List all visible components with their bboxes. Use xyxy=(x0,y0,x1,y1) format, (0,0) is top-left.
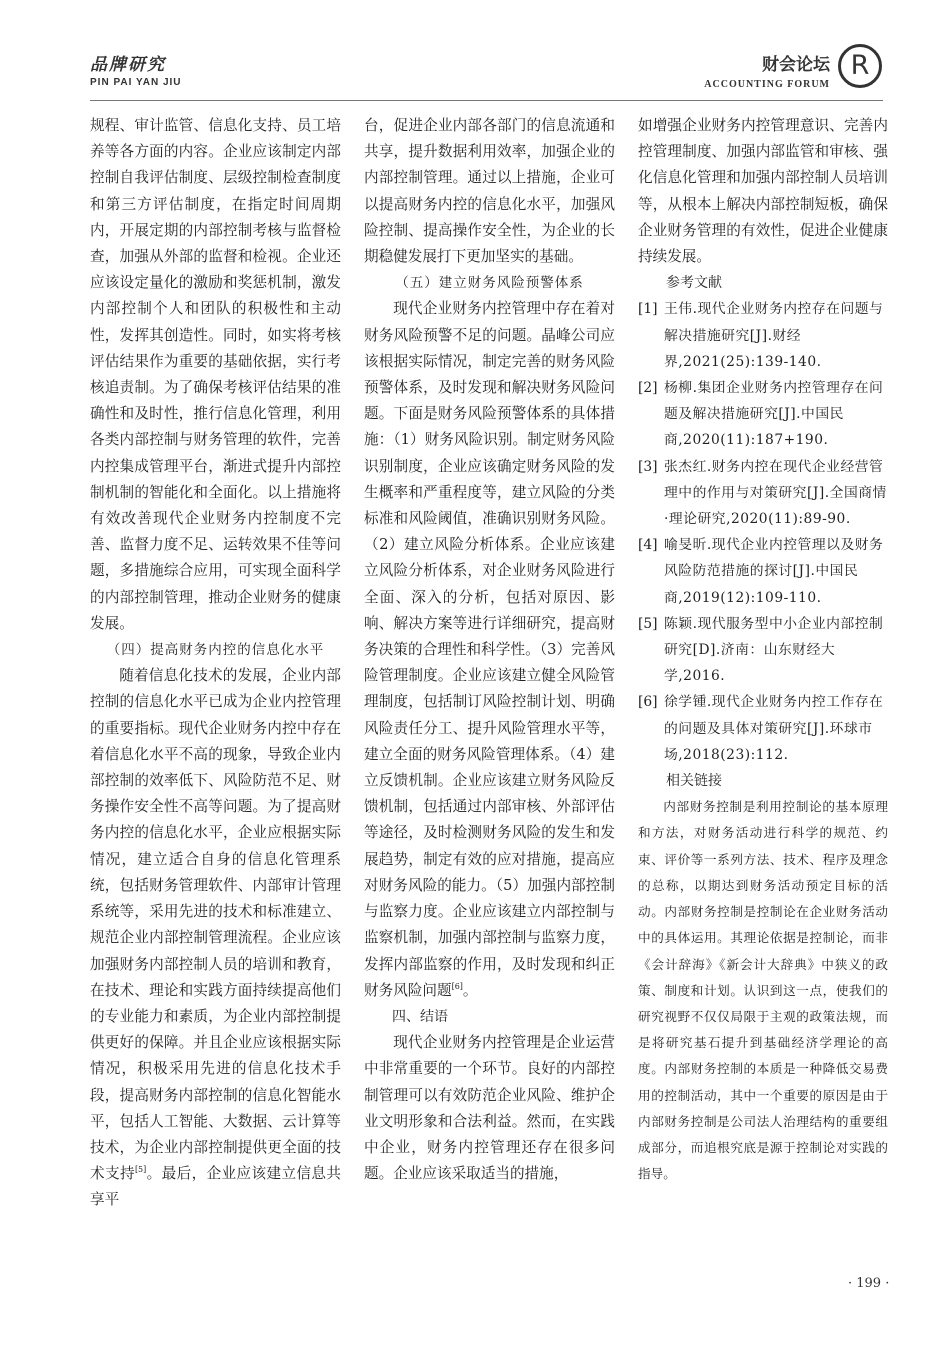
related-links-note: 内部财务控制是利用控制论的基本原理和方法，对财务活动进行科学的规范、约束、评价等一系列方法、技术、程序及理念的总称，以期达到财务活动预定目标的活动。内部财务控制是控制论在企业财务活动中的具体运用。其理论依据是控制论，而非《会计辞海》《新会计大辞典》中狭义的政策、制度和计划。认识到这一点，使我们的研究视野不仅仅局限于主观的政策法规，而是将研究基石提升到基础经济学理论的高度。内部财务控制的本质是一种降低交易费用的控制活动，其中一个重要的原因是由于内部财务控制是公司法人治理结构的重要组成部分，而追根究底是源于控制论对实践的指导。 xyxy=(638,799,888,1182)
reference-text: 喻旻昕.现代企业内控管理以及财务风险防范措施的探讨[J].中国民商,2019(12):109-110. xyxy=(664,537,884,606)
header-divider xyxy=(90,100,883,101)
brand-title-en: PIN PAI YAN JIU xyxy=(90,77,182,88)
registered-mark-icon: R xyxy=(838,44,882,88)
reference-item xyxy=(638,296,888,375)
reference-number: [1] xyxy=(638,301,658,318)
reference-text: 王伟.现代企业财务内控存在问题与解决措施研究[J].财经界,2021(25):139-140. xyxy=(664,301,884,370)
subsection-heading: （五）建立财务风险预警体系 xyxy=(395,275,584,292)
paragraph xyxy=(90,663,341,1213)
paragraph: 台，促进企业内部各部门的信息流通和共享，提升数据利用效率，加强企业的内部控制管理。通过以上措施，企业可以提高财务内控的信息化水平，加强风险控制、提高操作安全性，为企业的长期稳健发展打下更加坚实的基础。 xyxy=(364,117,615,266)
paragraph: 现代企业财务内控管理是企业运营中非常重要的一个环节。良好的内部控制管理可以有效防范企业风险、维护企业文明形象和合法利益。然而，在实践中企业，财务内控管理还存在很多问题。企业应该采取适当的措施， xyxy=(364,1034,615,1183)
section-heading: 四、结语 xyxy=(392,1008,448,1025)
reference-number: [5] xyxy=(638,615,658,632)
reference-item xyxy=(638,375,888,454)
paragraph-text: 现代企业财务内控管理中存在着对财务风险预警不足的问题。晶峰公司应该根据实际情况，制定完善的财务风险预警体系，及时发现和解决财务风险问题。下面是财务风险预警体系的具体措施：（1）财务风险识别。制定财务风险识别制度，企业应该确定财务风险的发生概率和严重程度等，建立风险的分类标准和风险阈值，准确识别财务风险。（2）建立风险分析体系。企业应该建立风险分析体系，对企业财务风险进行全面、深入的分析，包括对原因、影响、解决方案等进行详细研究，提高财务决策的合理性和科学性。（3）完善风险管理制度。企业应该建立健全风险管理制度，包括制订风险控制计划、明确风险责任分工、提升风险管理水平等，建立全面的财务风险管理体系。（4）建立反馈机制。企业应该建立财务风险反馈机制，包括通过内部审核、外部评估等途径，及时检测财务风险的发生和发展趋势，制定有效的应对措施，提高应对财务风险的能力。（5）加强内部控制与监察力度。企业应该建立内部控制与监察机制，加强内部控制与监察力度，发挥内部监察的作用，及时发现和纠正财务风险问题 xyxy=(364,300,615,999)
reference-text: 张杰红.财务内控在现代企业经营管理中的作用与对策研究[J].全国商情·理论研究,2020(11):89-90. xyxy=(664,458,887,528)
column-1 xyxy=(90,113,341,1214)
section-header xyxy=(704,50,830,90)
reference-number: [3] xyxy=(638,458,658,475)
reference-number: [4] xyxy=(638,537,658,554)
reference-text: 杨柳.集团企业财务内控管理存在问题及解决措施研究[J].中国民商,2020(11):187+190. xyxy=(664,380,884,449)
column-3 xyxy=(638,113,888,1187)
section-title-cn: 财会论坛 xyxy=(762,55,830,75)
references-heading: 参考文献 xyxy=(666,275,722,292)
reference-item xyxy=(638,611,888,690)
reference-text: 陈颖.现代服务型中小企业内部控制研究[D].济南：山东财经大学,2016. xyxy=(664,615,884,685)
column-2 xyxy=(364,113,615,1187)
brand-title-cn: 品牌研究 xyxy=(90,55,166,75)
paragraph-text: 随着信息化技术的发展，企业内部控制的信息化水平已成为企业内控管理的重要指标。现代企业财务内控中存在着信息化水平不高的现象，导致企业内部控制的效率低下、风险防范不足、财务操作安全性不高等问题。为了提高财务内控的信息化水平，企业应根据实际情况，建立适合自身的信息化管理系统，包括财务管理软件、内部审计管理系统等，采用先进的技术和标准建立、规范企业内部控制管理流程。企业应该加强财务内部控制人员的培训和教育，在技术、理论和实践方面持续提高他们的专业能力和素质，为企业内部控制提供更好的保障。并且企业应该根据实际情况，积极采用先进的信息化技术手段，提高财务内部控制的信息化智能水平，包括人工智能、大数据、云计算等技术，为企业内部控制提供更全面的技术支持 xyxy=(90,667,341,1183)
reference-number: [2] xyxy=(638,380,658,397)
page-number: · 199 · xyxy=(848,1276,890,1291)
reference-item xyxy=(638,532,888,611)
related-links-heading: 相关链接 xyxy=(666,773,722,790)
citation-marker: [6] xyxy=(451,981,463,991)
reference-list xyxy=(638,296,888,768)
reference-text: 徐学锺.现代企业财务内控工作存在的问题及具体对策研究[J].环球市场,2018(23):112. xyxy=(664,694,884,763)
paragraph xyxy=(364,296,615,1003)
reference-item xyxy=(638,454,888,533)
paragraph-text: 。最后，企业应该建立信息共享平 xyxy=(90,1165,341,1209)
citation-marker: [5] xyxy=(134,1165,147,1175)
section-title-en: ACCOUNTING FORUM xyxy=(704,79,830,90)
paragraph-text: 。 xyxy=(462,981,478,999)
subsection-heading: （四）提高财务内控的信息化水平 xyxy=(106,642,325,659)
reference-number: [6] xyxy=(638,694,658,711)
paragraph: 如增强企业财务内控管理意识、完善内控管理制度、加强内部监管和审核、强化信息化管理和加强内部控制人员培训等，从根本上解决内部控制短板，确保企业财务管理的有效性，促进企业健康持续发展。 xyxy=(638,117,888,266)
reference-item xyxy=(638,689,888,768)
journal-brand xyxy=(90,50,182,88)
paragraph: 规程、审计监管、信息化支持、员工培养等各方面的内容。企业应该制定内部控制自我评估制度、层级控制检查制度和第三方评估制度，在指定时间周期内，开展定期的内部控制考核与监督检查，加强从外部的监督和检视。企业还应该设定量化的激励和奖惩机制，激发内部控制个人和团队的积极性和主动性，发挥其创造性。同时，如实将考核评估结果作为重要的基础依据，实行考核追责制。为了确保考核评估结果的准确性和及时性，推行信息化管理，利用各类内部控制与财务管理的软件，完善内控集成管理平台，渐进式提升内部控制机制的智能化和全面化。以上措施将有效改善现代企业财务内控制度不完善、监督力度不足、运转效果不佳等问题，多措施综合应用，可实现全面科学的内部控制管理，推动企业财务的健康发展。 xyxy=(90,117,341,632)
